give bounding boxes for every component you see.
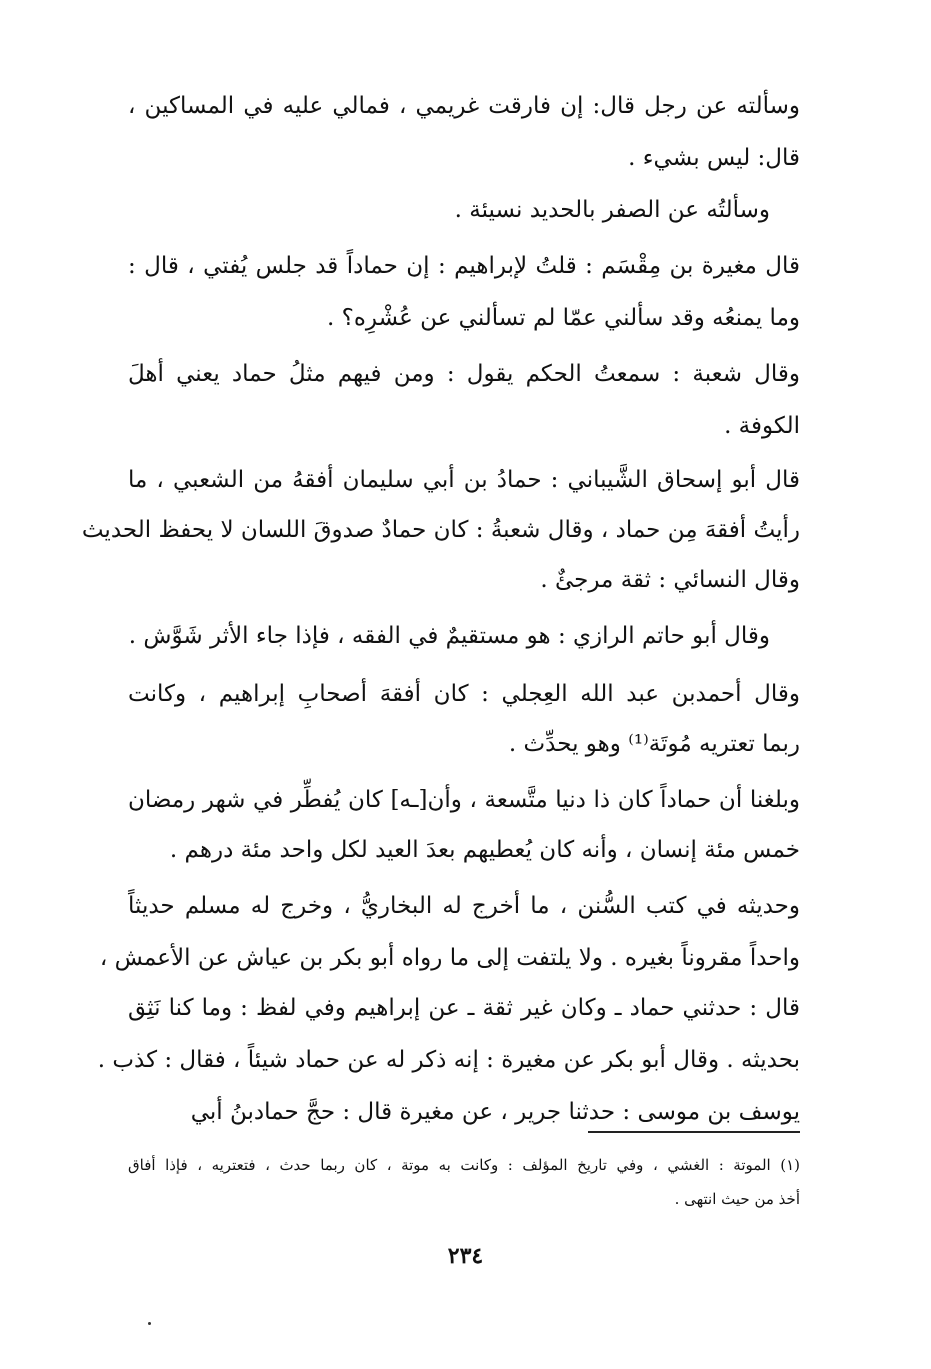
text-line: قال مغيرة بن مِقْسَم : قلتُ لإبراهيم : إن حماداً قد جلس يُفتي ، قال : — [128, 253, 800, 279]
text-line: وقال أحمدبن عبد الله العِجلي : كان أفقهَ أصحابِ إبراهيم ، وكانت — [128, 681, 800, 707]
text-line: وقال النسائي : ثقة مرجئٌ . — [540, 567, 800, 593]
text-line: قال: ليس بشيء . — [628, 145, 800, 171]
text-line: قال : حدثني حماد ـ وكان غير ثقة ـ عن إبراهيم وفي لفظ : وما كنا نَثِق — [128, 995, 800, 1021]
page-number: ٢٣٤ — [447, 1243, 484, 1269]
text-line: وقال أبو حاتم الرازي : هو مستقيمٌ في الفقه ، فإذا جاء الأثر شَوَّش . — [128, 623, 770, 649]
text-line: واحداً مقروناً بغيره . ولا يلتفت إلى ما رواه أبو بكر بن عياش عن الأعمش ، — [99, 945, 800, 971]
text-line: وحديثه في كتب السُّنن ، ما أخرج له البخاريُّ ، وخرج له مسلم حديثاً — [128, 893, 800, 919]
footnote-separator — [588, 1131, 800, 1133]
text-line: يوسف بن موسى : حدثنا جرير ، عن مغيرة قال : حجَّ حمادبنُ أبي — [190, 1099, 800, 1125]
text-line: رأيتُ أفقهَ مِن حماد ، وقال شعبةُ : كان حمادٌ صدوقَ اللسان لا يحفظ الحديث — [81, 517, 800, 543]
text-line: وبلغنا أن حماداً كان ذا دنيا متَّسعة ، وأن[ـه] كان يُفطِّر في شهر رمضان — [128, 787, 800, 813]
text-line: وسألته عن رجل قال: إن فارقت غريمي ، فمالي عليه في المساكين ، — [128, 93, 800, 119]
text-line: وما يمنعُه وقد سألني عمّا لم تسألني عن عُشْرِه؟ . — [327, 305, 800, 331]
footnote-line: (١) الموتة : الغشي ، وفي تاريخ المؤلف : وكانت به موتة ، كان ربما حدث ، فتعتريه ، فإذا أفاق — [128, 1156, 800, 1174]
text-line: خمس مئة إنسان ، وأنه كان يُعطيهم بعدَ العيد لكل واحد مئة درهم . — [169, 837, 800, 863]
text-line: وسألتُه عن الصفر بالحديد نسيئة . — [454, 197, 770, 223]
text-line: قال أبو إسحاق الشَّيباني : حمادُ بن أبي سليمان أفقهُ من الشعبي ، ما — [128, 467, 800, 493]
scan-speck — [148, 1322, 151, 1325]
text-line: وقال شعبة : سمعتُ الحكم يقول : ومن فيهم مثلُ حماد يعني أهلَ — [128, 361, 800, 387]
text-line: ربما تعتريه مُوتَة⁽¹⁾ وهو يحدِّث . — [508, 731, 800, 757]
text-line: بحديثه . وقال أبو بكر عن مغيرة : إنه ذكر له عن حماد شيئاً ، فقال : كذب . — [97, 1047, 800, 1073]
footnote-line: أخذ من حيث انتهى . — [674, 1190, 800, 1208]
text-line: الكوفة . — [724, 413, 800, 439]
